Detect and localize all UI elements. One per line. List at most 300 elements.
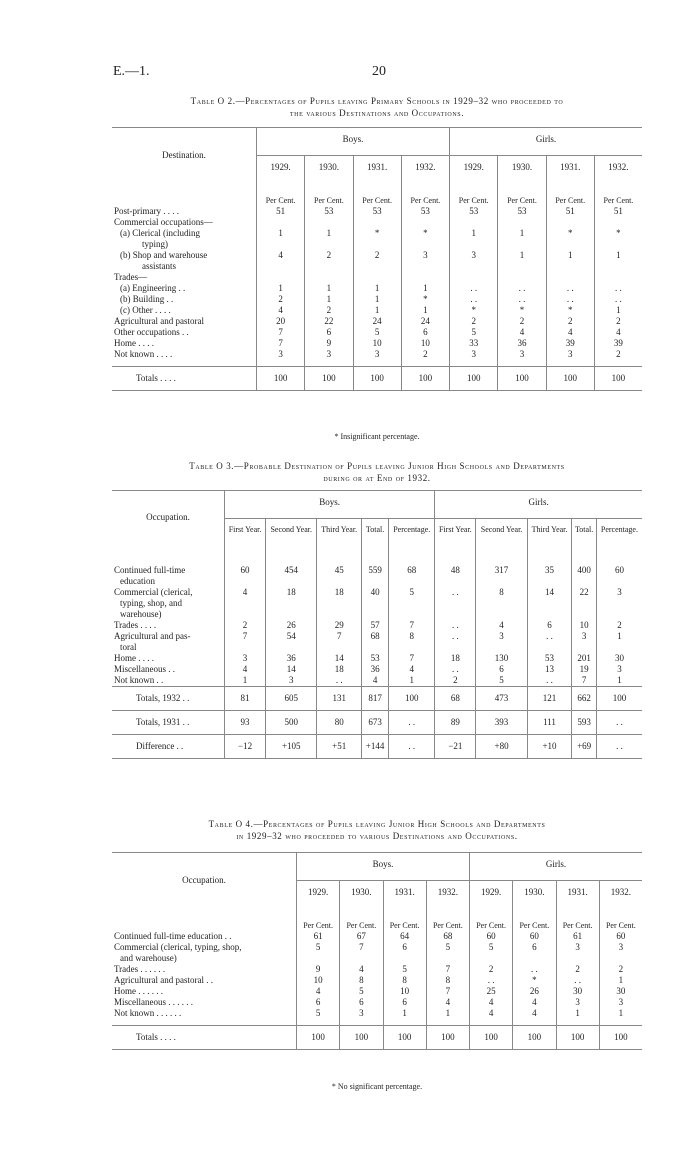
value-cell [297,953,340,964]
value-cell: 1 [257,283,305,294]
table-row [112,986,642,997]
unit-label: Per Cent. [383,908,426,931]
value-cell: 30 [599,986,642,997]
subcol-header: Second Year. [266,519,317,544]
row-label: Not known . . . . [114,349,173,359]
value-cell: 1 [426,1008,469,1019]
total-cell: . . [389,735,435,759]
value-cell: 3 [450,250,498,261]
row-label: Commercial (clerical, typing, shop, [114,942,242,952]
value-cell: 1 [594,305,642,316]
table-row [112,664,642,675]
table-row [112,653,642,664]
value-cell [596,576,642,587]
total-cell: . . [389,711,435,735]
value-cell: 1 [353,283,401,294]
year-header: 1932. [594,156,642,184]
value-cell: 7 [389,653,435,664]
value-cell: 3 [257,349,305,360]
value-cell [572,609,597,620]
value-cell [389,598,435,609]
value-cell [362,598,389,609]
value-cell: 1 [305,228,353,239]
value-cell: 1 [257,228,305,239]
row-label: Miscellaneous . . . . . . [114,997,193,1007]
subcol-header: Total. [572,519,597,544]
value-cell: 14 [266,664,317,675]
value-cell [594,261,642,272]
value-cell: 3 [572,631,597,642]
value-cell: 68 [362,631,389,642]
value-cell: 1 [305,294,353,305]
total-cell: 100 [470,1026,513,1050]
value-cell: 53 [527,653,572,664]
value-cell: 3 [266,675,317,687]
value-cell: 26 [266,620,317,631]
table-row [112,1008,642,1019]
value-cell: 4 [513,1008,556,1019]
total-cell: 500 [266,711,317,735]
girls-header: Girls. [470,853,643,881]
value-cell [389,642,435,653]
value-cell: 2 [546,316,594,327]
value-cell: 2 [305,250,353,261]
value-cell: 14 [527,587,572,598]
unit-label: Per Cent. [426,908,469,931]
value-cell: 22 [572,587,597,598]
spacer-cell [572,543,597,565]
table-o2 [112,127,642,391]
unit-label: Per Cent. [556,908,599,931]
value-cell [362,576,389,587]
year-header: 1930. [498,156,546,184]
value-cell: . . [435,631,476,642]
year-header: 1930. [513,881,556,909]
value-cell: 8 [426,975,469,986]
row-label: Agricultural and pastoral [114,316,204,326]
spacer-cell [112,543,225,565]
total-cell: 80 [317,711,362,735]
value-cell [266,642,317,653]
unit-label: Per Cent. [546,183,594,206]
value-cell: 1 [596,675,642,687]
value-cell [435,609,476,620]
value-cell [225,609,266,620]
value-cell: 36 [498,338,546,349]
value-cell: 36 [266,653,317,664]
spacer-cell [225,543,266,565]
value-cell: 64 [383,931,426,942]
total-cell: 100 [498,367,546,391]
value-cell [266,598,317,609]
row-label: Home . . . . [114,338,154,348]
total-cell: 100 [556,1026,599,1050]
value-cell: . . [498,283,546,294]
value-cell: 5 [297,1008,340,1019]
table-row [112,327,642,338]
unit-label: Per Cent. [257,183,305,206]
value-cell: 3 [225,653,266,664]
subcol-header: Percentage. [389,519,435,544]
spacer-cell [266,543,317,565]
value-cell [470,953,513,964]
value-cell: 61 [297,931,340,942]
value-cell: 33 [450,338,498,349]
value-cell: . . [594,294,642,305]
value-cell [305,217,353,228]
value-cell: 8 [389,631,435,642]
value-cell: * [546,305,594,316]
value-cell: 1 [556,1008,599,1019]
value-cell: 2 [305,305,353,316]
value-cell: 4 [257,305,305,316]
table-o3 [112,490,642,759]
value-cell: . . [435,620,476,631]
totals-row [112,711,642,735]
boys-header: Boys. [297,853,470,881]
year-header: 1932. [426,881,469,909]
value-cell: 19 [572,664,597,675]
total-cell: 100 [513,1026,556,1050]
spacer-cell [527,543,572,565]
value-cell: 53 [353,206,401,217]
value-cell: 559 [362,565,389,576]
value-cell: * [513,975,556,986]
value-cell [266,609,317,620]
value-cell: 2 [450,316,498,327]
value-cell: . . [470,975,513,986]
row-label: Not known . . [114,675,164,685]
year-header: 1931. [353,156,401,184]
value-cell [401,239,449,250]
value-cell: 3 [353,349,401,360]
value-cell: 1 [305,283,353,294]
value-cell [596,609,642,620]
row-label: Trades— [114,272,148,282]
table-row [112,964,642,975]
value-cell [513,953,556,964]
value-cell: 4 [257,250,305,261]
value-cell: 10 [353,338,401,349]
value-cell [257,261,305,272]
value-cell: 6 [297,997,340,1008]
value-cell [546,261,594,272]
table-row [112,620,642,631]
row-label: Commercial occupations— [114,217,213,227]
caption-line: in 1929–32 who proceeded to various Destinations and Occupations. [236,831,518,841]
value-cell [317,576,362,587]
value-cell: 6 [340,997,383,1008]
year-header: 1932. [599,881,642,909]
subcol-header: Total. [362,519,389,544]
table-row [112,942,642,953]
total-cell: 100 [426,1026,469,1050]
table-row [112,316,642,327]
value-cell: 3 [498,349,546,360]
value-cell [225,576,266,587]
row-label: Agricultural and pastoral . . [114,975,213,985]
row-label: Continued full-time [114,565,186,575]
total-cell: 100 [450,367,498,391]
value-cell [450,239,498,250]
caption-line: during or at End of 1932. [323,473,431,483]
total-cell: 100 [401,367,449,391]
value-cell: 1 [389,675,435,687]
unit-label: Per Cent. [297,908,340,931]
unit-label: Per Cent. [305,183,353,206]
value-cell: . . [498,294,546,305]
value-cell: 9 [305,338,353,349]
value-cell: . . [450,283,498,294]
totals-label: Totals . . . . [112,367,257,391]
total-cell: 673 [362,711,389,735]
report-code: E.—1. [113,64,150,79]
spacer-cell [317,543,362,565]
value-cell: 3 [599,997,642,1008]
value-cell [572,576,597,587]
totals-label: Totals, 1932 . . [112,687,225,711]
value-cell: . . [546,283,594,294]
table-o3-caption [112,460,642,484]
value-cell: 51 [594,206,642,217]
table-row [112,587,642,598]
table-row [112,283,642,294]
row-label: typing, shop, and [120,598,182,608]
value-cell: * [546,228,594,239]
value-cell: 61 [556,931,599,942]
row-label: (b) Shop and warehouse [120,250,208,260]
value-cell: . . [450,294,498,305]
value-cell: 53 [498,206,546,217]
value-cell [353,239,401,250]
table-row [112,239,642,250]
value-cell: 6 [476,664,527,675]
table-row [112,609,642,620]
value-cell: 39 [546,338,594,349]
value-cell: 48 [435,565,476,576]
value-cell: * [498,305,546,316]
value-cell: 60 [225,565,266,576]
value-cell: 4 [297,986,340,997]
value-cell: 67 [340,931,383,942]
table-row [112,975,642,986]
subcol-header: Third Year. [317,519,362,544]
destination-header: Destination. [112,128,257,184]
value-cell: 1 [599,975,642,986]
value-cell: 20 [257,316,305,327]
value-cell [435,598,476,609]
value-cell [362,609,389,620]
total-cell: +69 [572,735,597,759]
value-cell: 2 [556,964,599,975]
value-cell: 5 [340,986,383,997]
value-cell [594,217,642,228]
value-cell: 2 [470,964,513,975]
value-cell: 29 [317,620,362,631]
value-cell [305,272,353,283]
value-cell [362,642,389,653]
value-cell: . . [546,294,594,305]
table-row [112,675,642,687]
unit-label: Per Cent. [599,908,642,931]
year-header: 1931. [546,156,594,184]
value-cell: . . [317,675,362,687]
value-cell: 5 [297,942,340,953]
table-o4-caption [112,818,642,842]
table-row [112,338,642,349]
boys-header: Boys. [225,491,435,519]
value-cell: 3 [546,349,594,360]
value-cell: 7 [426,986,469,997]
total-cell: 100 [599,1026,642,1050]
table-row [112,217,642,228]
total-cell: +80 [476,735,527,759]
value-cell: 1 [498,228,546,239]
value-cell [572,598,597,609]
row-label: Miscellaneous . . [114,664,175,674]
unit-label: Per Cent. [353,183,401,206]
total-cell: 817 [362,687,389,711]
value-cell: 39 [594,338,642,349]
value-cell [383,953,426,964]
value-cell: 4 [546,327,594,338]
table-row [112,598,642,609]
value-cell: 30 [556,986,599,997]
value-cell: 1 [450,228,498,239]
value-cell: . . [594,283,642,294]
value-cell: 51 [546,206,594,217]
value-cell [401,217,449,228]
value-cell: 5 [426,942,469,953]
value-cell [498,272,546,283]
value-cell [426,953,469,964]
value-cell: 400 [572,565,597,576]
girls-header: Girls. [450,128,642,156]
value-cell: 2 [594,349,642,360]
row-label: Commercial (clerical, [114,587,193,597]
row-label: Home . . . . [114,653,154,663]
value-cell: 4 [476,620,527,631]
value-cell: 30 [596,653,642,664]
value-cell: 5 [353,327,401,338]
value-cell: * [401,228,449,239]
total-cell: 100 [596,687,642,711]
subcol-header: First Year. [225,519,266,544]
total-cell: 121 [527,687,572,711]
value-cell: 9 [297,964,340,975]
subcol-header: Percentage. [596,519,642,544]
total-cell: 100 [257,367,305,391]
value-cell [476,642,527,653]
girls-header: Girls. [435,491,642,519]
totals-label: Totals . . . . [112,1026,297,1050]
value-cell: 53 [362,653,389,664]
value-cell: 5 [383,964,426,975]
row-label: Other occupations . . [114,327,189,337]
value-cell: . . [527,631,572,642]
value-cell: 24 [401,316,449,327]
value-cell [546,239,594,250]
value-cell: * [450,305,498,316]
value-cell: 6 [305,327,353,338]
unit-label: Per Cent. [498,183,546,206]
value-cell [305,239,353,250]
value-cell: 60 [596,565,642,576]
occupation-header: Occupation. [112,491,225,544]
value-cell: 1 [498,250,546,261]
value-cell: 317 [476,565,527,576]
value-cell [435,642,476,653]
value-cell [527,609,572,620]
value-cell: 7 [225,631,266,642]
value-cell: 10 [297,975,340,986]
total-cell: 100 [340,1026,383,1050]
total-cell: 100 [305,367,353,391]
value-cell: 10 [401,338,449,349]
year-header: 1930. [305,156,353,184]
value-cell [476,576,527,587]
table-row [112,272,642,283]
total-cell: 131 [317,687,362,711]
value-cell: 5 [476,675,527,687]
value-cell [401,272,449,283]
value-cell: 68 [426,931,469,942]
table-o2-footnote: * Insignificant percentage. [334,432,420,441]
value-cell: 4 [513,997,556,1008]
value-cell [498,261,546,272]
value-cell: 1 [546,250,594,261]
table-row [112,250,642,261]
value-cell [401,261,449,272]
value-cell: 4 [594,327,642,338]
year-header: 1931. [556,881,599,909]
caption-line: Table O 2.—Percentages of Pupils leaving Primary Schools in 1929–32 who proceeded to [190,96,564,106]
value-cell: 1 [225,675,266,687]
row-label: education [120,576,155,586]
row-label: Post-primary . . . . [114,206,179,216]
value-cell: 2 [594,316,642,327]
value-cell: 54 [266,631,317,642]
value-cell: 5 [389,587,435,598]
unit-label: Per Cent. [450,183,498,206]
value-cell [476,598,527,609]
total-cell: +51 [317,735,362,759]
row-label: typing) [142,239,168,249]
value-cell: 4 [340,964,383,975]
value-cell: 1 [353,294,401,305]
value-cell: 5 [450,327,498,338]
value-cell: 1 [401,305,449,316]
subcol-header: First Year. [435,519,476,544]
value-cell [257,272,305,283]
value-cell [340,953,383,964]
unit-label: Per Cent. [340,908,383,931]
value-cell: 1 [596,631,642,642]
value-cell: 8 [476,587,527,598]
value-cell: 10 [572,620,597,631]
row-label: (b) Building . . [120,294,174,304]
value-cell: . . [527,675,572,687]
value-cell: 3 [599,942,642,953]
caption-line: the various Destinations and Occupations. [289,108,465,118]
row-label: (a) Engineering . . [120,283,186,293]
value-cell [353,217,401,228]
value-cell: 1 [383,1008,426,1019]
value-cell: 1 [594,250,642,261]
value-cell: 3 [596,587,642,598]
value-cell [266,576,317,587]
value-cell: 7 [389,620,435,631]
